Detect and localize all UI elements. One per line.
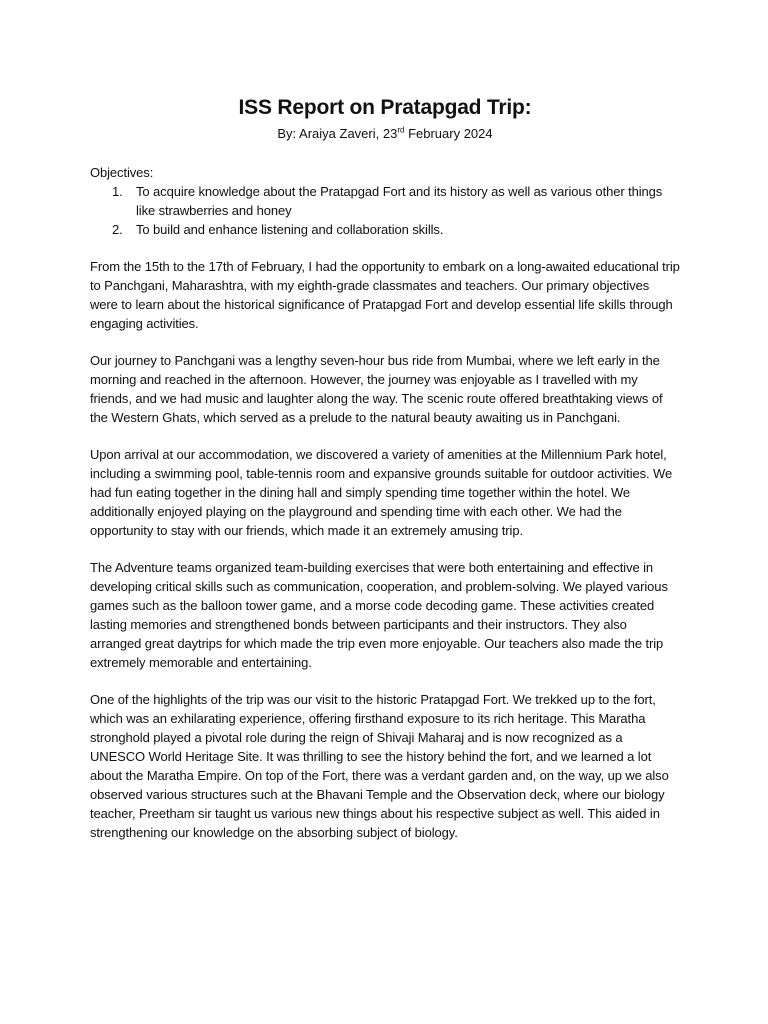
objectives-heading: Objectives:	[90, 165, 154, 180]
byline-prefix: By: Araiya Zaveri, 23	[277, 126, 398, 141]
paragraph-accommodation: Upon arrival at our accommodation, we discovered a variety of amenities at the Millennium Park hotel, including a swimming pool, table-tennis room and expansive grounds suitable for outdoor activities. We had fun eating together in the dining hall and simply spending time together within the hotel. We additionally enjoyed playing on the playground and spending time with each other. We had the opportunity to stay with our friends, which made it an extremely amusing trip.	[90, 447, 673, 538]
byline-suffix: February 2024	[404, 126, 493, 141]
paragraph-adventure-teams: The Adventure teams organized team-building exercises that were both entertaining and effective in developing critical skills such as communication, cooperation, and problem-solving. We played various games such as the balloon tower game, and a morse code decoding game. These activities created lasting memories and strengthened bonds between participants and their instructors. They also arranged great daytrips for which made the trip even more enjoyable. Our teachers also made the trip extremely memorable and entertaining.	[90, 560, 668, 670]
document-page	[90, 96, 680, 842]
objective-item	[90, 182, 680, 220]
objective-number: 1.	[112, 184, 123, 199]
paragraph-dates-intro: From the 15th to the 17th of February, I had the opportunity to embark on a long-awaited educational trip to Panchgani, Maharashtra, with my eighth-grade classmates and teachers. Our primary objectives were to learn about the historical significance of Pratapgad Fort and develop essential life skills through engaging activities.	[90, 259, 680, 331]
paragraph-pratapgad-fort: One of the highlights of the trip was our visit to the historic Pratapgad Fort. We trekked up to the fort, which was an exhilarating experience, offering firsthand exposure to its rich heritage. This Maratha stronghold played a pivotal role during the reign of Shivaji Maharaj and is now recognized as a UNESCO World Heritage Site. It was thrilling to see the history behind the fort, and we learned a lot about the Maratha Empire. On top of the Fort, there was a verdant garden and, on the way, up we also observed various structures such at the Bhavani Temple and the Observation deck, where our biology teacher, Preetham sir taught us various new things about his respective subject as well. This aided in strengthening our knowledge on the absorbing subject of biology.	[90, 692, 669, 840]
paragraph-journey: Our journey to Panchgani was a lengthy seven-hour bus ride from Mumbai, where we left early in the morning and reached in the afternoon. However, the journey was enjoyable as I travelled with my friends, and we had music and laughter along the way. The scenic route offered breathtaking views of the Western Ghats, which served as a prelude to the natural beauty awaiting us in Panchgani.	[90, 353, 663, 425]
byline	[90, 124, 680, 143]
objective-item	[90, 220, 680, 239]
objective-number: 2.	[112, 222, 123, 237]
objective-text: To acquire knowledge about the Pratapgad Fort and its history as well as various other things like strawberries and honey	[136, 184, 663, 218]
objectives-list	[90, 182, 680, 239]
document-title: ISS Report on Pratapgad Trip:	[238, 96, 532, 119]
objective-text: To build and enhance listening and collaboration skills.	[136, 222, 444, 237]
byline-ordinal-suffix: rd	[397, 125, 405, 135]
